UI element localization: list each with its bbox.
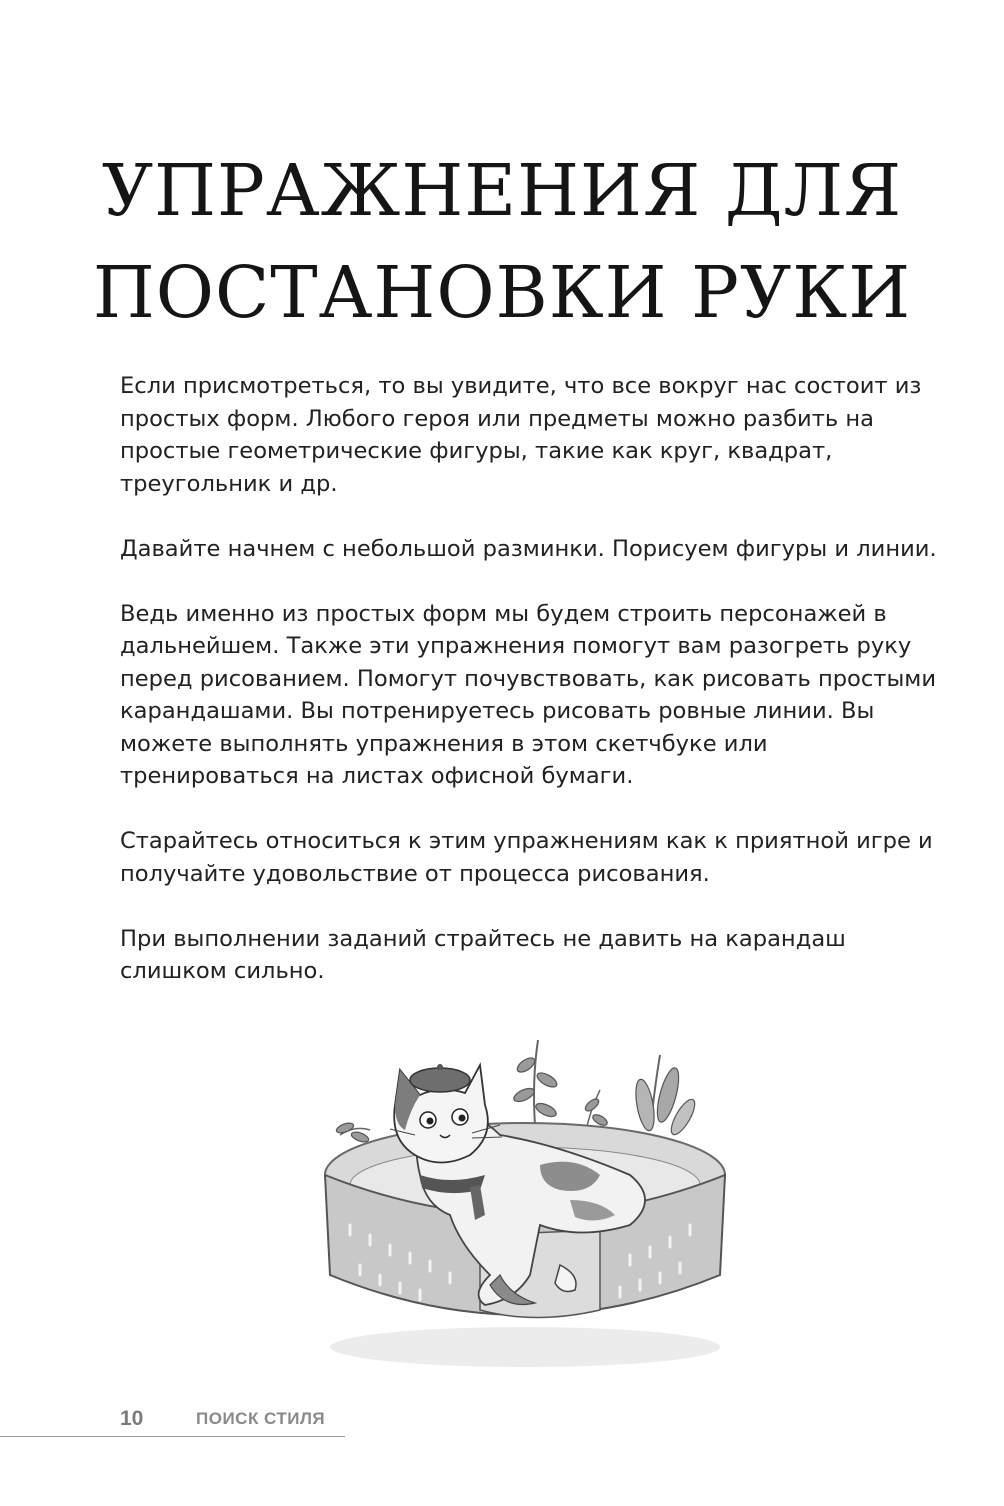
cat-in-basket-illustration (300, 1025, 740, 1375)
running-head: ПОИСК СТИЛЯ (196, 1409, 326, 1428)
paragraph-4: Старайтесь относиться к этим упражнениям как к приятной игре и получайте удовольствие от процесса рисования. (120, 828, 933, 887)
page-title-line-2: ПОСТАНОВКИ РУКИ (92, 251, 912, 334)
page-title-line-1: УПРАЖНЕНИЯ ДЛЯ (101, 149, 903, 232)
footer-rule (0, 1436, 345, 1437)
page-title (60, 140, 944, 344)
paragraph-2: Давайте начнем с небольшой разминки. Порисуем фигуры и линии. (120, 535, 937, 562)
paragraph-3: Ведь именно из простых форм мы будем строить персонажей в дальнейшем. Также эти упражнения помогут вам разогреть руку перед рисованием. Помогут почувствовать, как рисовать простыми карандашами. Вы потренируетесь рисовать ровные линии. Вы можете выполнять упражнения в этом скетчбуке или тренироваться на листах офисной бумаги. (120, 600, 937, 789)
page-footer (0, 1393, 1004, 1453)
body-text (120, 370, 940, 1020)
paragraph-1: Если присмотреться, то вы увидите, что все вокруг нас состоит из простых форм. Любого героя или предметы можно разбить на простые геометрические фигуры, такие как круг, квадрат, треугольник и др. (120, 373, 922, 497)
basket-shadow (330, 1327, 720, 1367)
page-number: 10 (120, 1407, 144, 1430)
paragraph-5: При выполнении заданий страйтесь не давить на карандаш слишком сильно. (120, 925, 846, 984)
